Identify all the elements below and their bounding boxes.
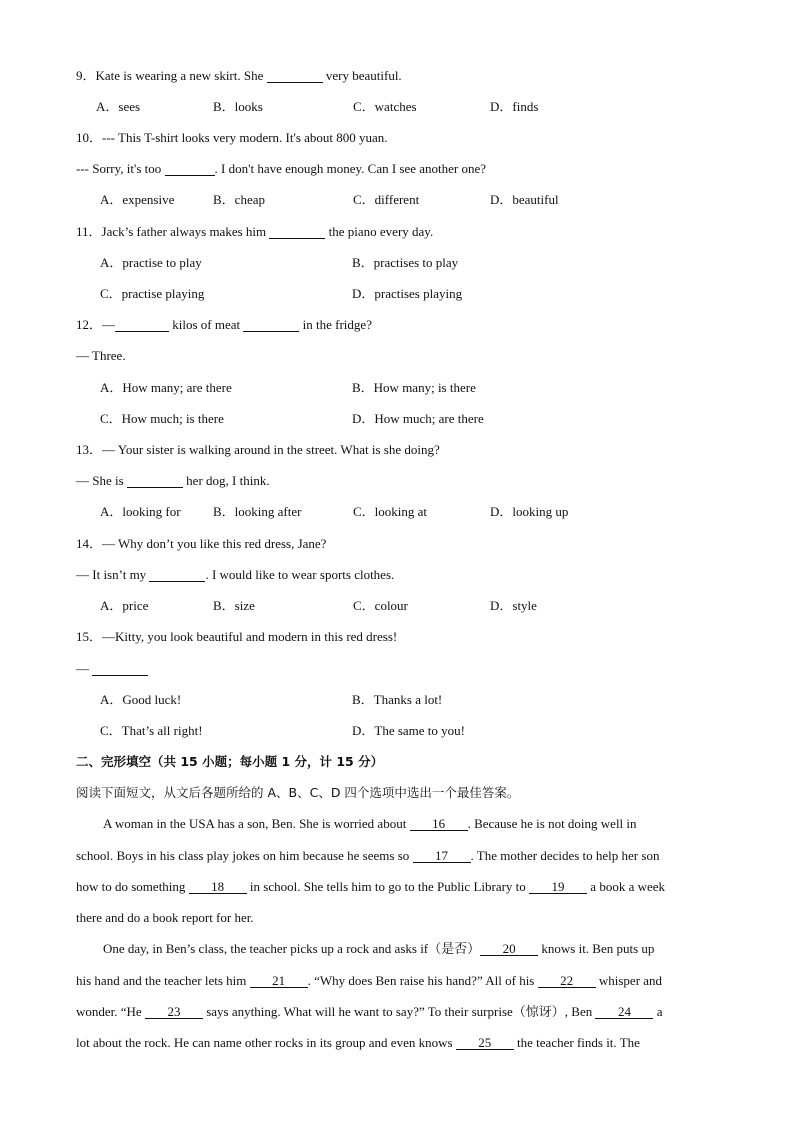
option-a[interactable]: A．sees: [96, 99, 141, 114]
passage-line: [76, 879, 665, 895]
option-d[interactable]: D．finds: [490, 99, 539, 114]
cloze-blank-22[interactable]: 22: [538, 974, 596, 988]
question-12-reply: — Three.: [76, 348, 126, 363]
reply-text: . I don't have enough money. Can I see another one?: [214, 161, 487, 176]
option-a[interactable]: A．price: [100, 598, 149, 613]
option-b[interactable]: B．looks: [213, 99, 263, 114]
option-a[interactable]: A．Good luck!: [100, 692, 182, 707]
answer-blank-1[interactable]: [115, 318, 169, 332]
passage-text: wonder. “He: [76, 1004, 145, 1019]
passage-text: One day, in Ben’s class, the teacher picks up a rock and asks if（是否）: [103, 941, 481, 956]
option-b[interactable]: B．practises to play: [352, 255, 459, 270]
stem-text: 11．Jack’s father always makes him: [76, 224, 270, 239]
option-a[interactable]: A．looking for: [100, 504, 181, 519]
option-d[interactable]: D．The same to you!: [352, 723, 466, 738]
option-d[interactable]: D．beautiful: [490, 192, 559, 207]
option-d[interactable]: D．style: [490, 598, 537, 613]
passage-text: lot about the rock. He can name other rocks in its group and even knows: [76, 1035, 456, 1050]
reply-text: — It isn’t my: [76, 567, 150, 582]
answer-blank[interactable]: [92, 662, 148, 676]
passage-text: a: [653, 1004, 663, 1019]
reply-text: — She is: [76, 473, 127, 488]
option-b[interactable]: B．cheap: [213, 192, 265, 207]
passage-text: . Because he is not doing well in: [467, 816, 637, 831]
section-instruction: 阅读下面短文，从文后各题所给的 A、B、C、D 四个选项中选出一个最佳答案。: [76, 785, 520, 800]
passage-line: [103, 941, 654, 957]
passage-line: [103, 816, 637, 832]
cloze-blank-24[interactable]: 24: [595, 1005, 653, 1019]
answer-blank[interactable]: [269, 225, 325, 239]
option-c[interactable]: C．watches: [353, 99, 417, 114]
answer-blank[interactable]: [127, 474, 183, 488]
option-c[interactable]: C．How much; is there: [100, 411, 224, 426]
option-c[interactable]: C．looking at: [353, 504, 428, 519]
cloze-blank-23[interactable]: 23: [145, 1005, 203, 1019]
stem-text: in the fridge?: [299, 317, 372, 332]
option-d[interactable]: D．How much; are there: [352, 411, 484, 426]
answer-blank[interactable]: [149, 568, 205, 582]
option-c[interactable]: C．That’s all right!: [100, 723, 203, 738]
option-a[interactable]: A．How many; are there: [100, 380, 232, 395]
passage-line: [76, 1035, 640, 1051]
stem-text: 12．—: [76, 317, 116, 332]
passage-text: whisper and: [595, 973, 663, 988]
option-b[interactable]: B．size: [213, 598, 255, 613]
cloze-blank-18[interactable]: 18: [189, 880, 247, 894]
passage-text: says anything. What will he want to say?” To their surprise（惊讶）, Ben: [202, 1004, 596, 1019]
passage-line: [76, 848, 659, 864]
reply-text: --- Sorry, it's too: [76, 161, 165, 176]
passage-line: there and do a book report for her.: [76, 910, 254, 925]
cloze-blank-20[interactable]: 20: [480, 942, 538, 956]
reply-text: her dog, I think.: [182, 473, 270, 488]
passage-text: school. Boys in his class play jokes on him because he seems so: [76, 848, 413, 863]
option-c[interactable]: C．different: [353, 192, 420, 207]
question-15-stem: 15．—Kitty, you look beautiful and modern in this red dress!: [76, 629, 398, 644]
passage-text: the teacher finds it. The: [513, 1035, 640, 1050]
question-9-stem: [76, 68, 402, 84]
answer-blank[interactable]: [267, 69, 323, 83]
question-10-stem: 10．--- This T-shirt looks very modern. It's about 800 yuan.: [76, 130, 388, 145]
passage-line: [76, 1004, 663, 1020]
option-a[interactable]: A．practise to play: [100, 255, 202, 270]
cloze-blank-19[interactable]: 19: [529, 880, 587, 894]
option-c[interactable]: C．colour: [353, 598, 408, 613]
question-15-reply: [76, 661, 148, 677]
passage-text: his hand and the teacher lets him: [76, 973, 250, 988]
question-13-reply: [76, 473, 270, 489]
question-14-stem: 14．— Why don’t you like this red dress, Jane?: [76, 536, 327, 551]
cloze-blank-21[interactable]: 21: [250, 974, 308, 988]
question-14-reply: [76, 567, 394, 583]
option-d[interactable]: D．practises playing: [352, 286, 463, 301]
stem-text: 9．Kate is wearing a new skirt. She: [76, 68, 267, 83]
passage-text: a book a week: [587, 879, 666, 894]
stem-text: very beautiful.: [322, 68, 402, 83]
option-b[interactable]: B．How many; is there: [352, 380, 476, 395]
answer-blank[interactable]: [165, 162, 215, 176]
question-13-stem: 13．— Your sister is walking around in the street. What is she doing?: [76, 442, 440, 457]
cloze-blank-17[interactable]: 17: [413, 849, 471, 863]
option-d[interactable]: D．looking up: [490, 504, 569, 519]
stem-text: the piano every day.: [325, 224, 434, 239]
passage-text: knows it. Ben puts up: [538, 941, 655, 956]
cloze-blank-16[interactable]: 16: [410, 817, 468, 831]
question-11-stem: [76, 224, 433, 240]
passage-text: A woman in the USA has a son, Ben. She is worried about: [103, 816, 410, 831]
passage-text: in school. She tells him to go to the Public Library to: [246, 879, 530, 894]
reply-text: . I would like to wear sports clothes.: [205, 567, 395, 582]
section-heading: 二、完形填空（共 15 小题；每小题 1 分，计 15 分）: [76, 754, 384, 769]
cloze-blank-25[interactable]: 25: [456, 1036, 514, 1050]
passage-text: . “Why does Ben raise his hand?” All of his: [307, 973, 538, 988]
question-10-reply: [76, 161, 486, 177]
option-b[interactable]: B．Thanks a lot!: [352, 692, 443, 707]
option-c[interactable]: C．practise playing: [100, 286, 205, 301]
passage-line: [76, 973, 662, 989]
passage-text: . The mother decides to help her son: [470, 848, 660, 863]
passage-text: how to do something: [76, 879, 189, 894]
stem-text: kilos of meat: [169, 317, 244, 332]
answer-blank-2[interactable]: [243, 318, 299, 332]
option-b[interactable]: B．looking after: [213, 504, 302, 519]
option-a[interactable]: A．expensive: [100, 192, 175, 207]
reply-text: —: [76, 661, 93, 676]
question-12-stem: [76, 317, 372, 333]
